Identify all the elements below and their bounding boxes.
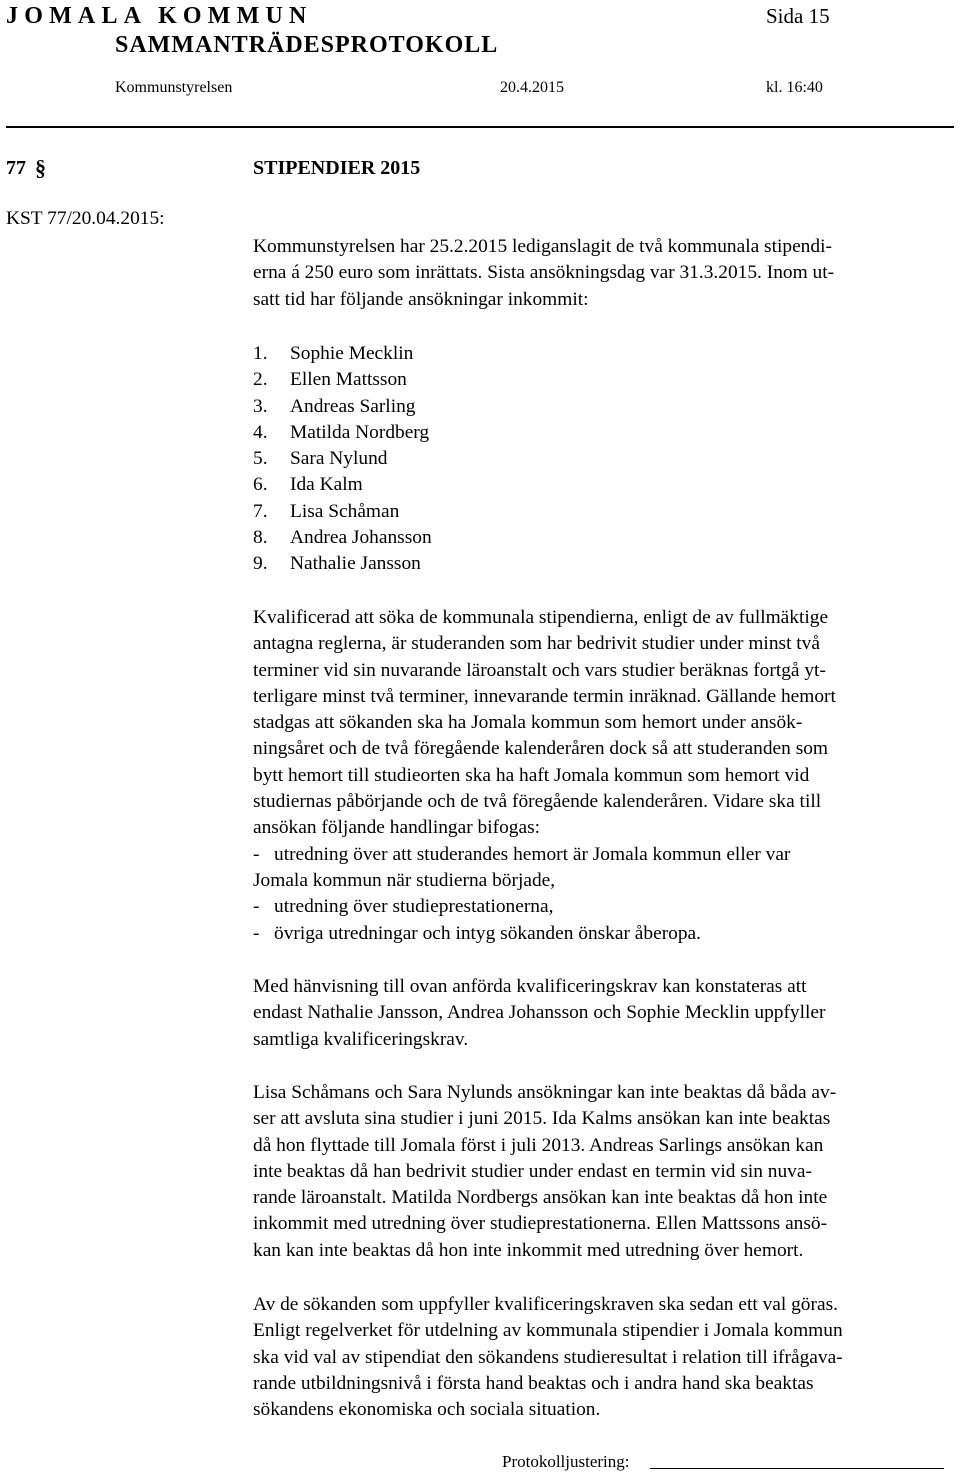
intro-paragraph xyxy=(253,234,958,313)
text-line: - utredning över att studerandes hemort är Jomala kommun eller var xyxy=(253,843,791,865)
text-line: terligare minst två terminer, innevarande termin inräknad. Gällande hemort xyxy=(253,685,836,707)
document-type-title: SAMMANTRÄDESPROTOKOLL xyxy=(115,32,499,58)
text-line: endast Nathalie Jansson, Andrea Johansson och Sophie Mecklin uppfyller xyxy=(253,1002,826,1024)
applicant-name: Sara Nylund xyxy=(290,448,388,470)
text-line: studiernas påbörjande och de två föregående kalenderåren. Vidare ska till xyxy=(253,791,822,813)
applicant-name: Andreas Sarling xyxy=(290,395,416,417)
list-number: 7. xyxy=(253,500,268,522)
list-item xyxy=(253,394,432,420)
text-line: då hon flyttade till Jomala först i juli 2013. Andreas Sarlings ansökan kan xyxy=(253,1134,824,1156)
section-number: 77 xyxy=(6,157,26,179)
organization-title: JOMALA KOMMUN xyxy=(6,3,313,29)
list-number: 1. xyxy=(253,343,268,364)
text-line: terminer vid sin nuvarande läroanstalt och vars studier beräknas fortgå yt- xyxy=(253,659,826,681)
meeting-body: Kommunstyrelsen xyxy=(115,79,233,96)
text-line: satt tid har följande ansökningar inkommit: xyxy=(253,288,589,310)
reference-label: KST 77/20.04.2015: xyxy=(6,208,165,229)
list-number: 4. xyxy=(253,421,268,443)
text-line: inkommit med utredning över studieprestationerna. Ellen Mattssons ansö- xyxy=(253,1213,828,1235)
text-line: antagna reglerna, är studeranden som har bedrivit studier under minst två xyxy=(253,633,820,655)
text-line: inte beaktas då han bedrivit studier under endast en termin vid sin nuva- xyxy=(253,1160,812,1182)
header-divider xyxy=(6,126,954,128)
text-line: samtliga kvalificeringskrav. xyxy=(253,1028,469,1050)
meeting-date: 20.4.2015 xyxy=(500,79,564,96)
applicant-name: Lisa Schåman xyxy=(290,500,400,522)
applicant-name: Matilda Nordberg xyxy=(290,421,430,443)
text-line: ska vid val av stipendiat den sökandens studieresultat i relation till ifrågava- xyxy=(253,1346,843,1368)
text-line: Av de sökanden som uppfyller kvalificeringskraven ska sedan ett val göras. xyxy=(253,1294,838,1315)
applicant-name: Nathalie Jansson xyxy=(290,553,421,575)
list-item xyxy=(253,525,432,551)
selection-paragraph xyxy=(253,1292,958,1423)
applicant-name: Ellen Mattsson xyxy=(290,369,407,391)
text-line: ser att avsluta sina studier i juni 2015. Ida Kalms ansökan kan inte beaktas xyxy=(253,1108,831,1130)
section-title: STIPENDIER 2015 xyxy=(253,157,421,179)
signature-line xyxy=(650,1468,944,1469)
text-line: - utredning över studieprestationerna, xyxy=(253,896,554,918)
list-item xyxy=(253,367,432,393)
text-line: ningsåret och de två föregående kalenderåren dock så att studeranden som xyxy=(253,738,829,760)
text-line: erna á 250 euro som inrättats. Sista ansökningsdag var 31.3.2015. Inom ut- xyxy=(253,262,835,284)
list-item xyxy=(253,499,432,525)
applicant-name: Ida Kalm xyxy=(290,474,363,496)
applicant-name: Andrea Johansson xyxy=(290,527,432,549)
list-item xyxy=(253,341,432,367)
protocol-check-label: Protokolljustering: xyxy=(502,1452,630,1471)
list-number: 9. xyxy=(253,553,268,575)
criteria-paragraph xyxy=(253,605,958,947)
list-number: 6. xyxy=(253,474,268,496)
text-line: bytt hemort till studieorten ska ha haft Jomala kommun som hemort vid xyxy=(253,764,810,786)
list-number: 2. xyxy=(253,369,268,391)
text-line: stadgas att sökanden ska ha Jomala kommun som hemort under ansök- xyxy=(253,712,803,734)
text-line: sökandens ekonomiska och sociala situation. xyxy=(253,1399,601,1421)
list-item xyxy=(253,420,432,446)
page-number: Sida 15 xyxy=(766,4,830,28)
section-sign: § xyxy=(35,155,46,180)
list-number: 8. xyxy=(253,527,268,549)
text-line: Med hänvisning till ovan anförda kvalificeringskrav kan konstateras att xyxy=(253,976,807,997)
rejections-paragraph xyxy=(253,1080,958,1264)
applicant-name: Sophie Mecklin xyxy=(290,343,414,364)
text-line: Lisa Schåmans och Sara Nylunds ansökningar kan inte beaktas då båda av- xyxy=(253,1082,837,1103)
text-line: rande utbildningsnivå i första hand beaktas och i andra hand ska beaktas xyxy=(253,1372,814,1394)
meeting-time: kl. 16:40 xyxy=(766,79,823,96)
text-line: - övriga utredningar och intyg sökanden önskar åberopa. xyxy=(253,922,702,944)
text-line: ansökan följande handlingar bifogas: xyxy=(253,817,541,839)
list-item xyxy=(253,551,432,577)
text-line: Jomala kommun när studierna började, xyxy=(253,869,556,891)
text-line: rande läroanstalt. Matilda Nordbergs ansökan kan inte beaktas då hon inte xyxy=(253,1187,828,1209)
text-line: kan kan inte beaktas då hon inte inkommit med utredning över hemort. xyxy=(253,1239,804,1261)
text-line: Kvalificerad att söka de kommunala stipendierna, enligt de av fullmäktige xyxy=(253,607,829,628)
text-line: Enligt regelverket för utdelning av kommunala stipendier i Jomala kommun xyxy=(253,1320,843,1342)
text-line: Kommunstyrelsen har 25.2.2015 lediganslagit de två kommunala stipendi- xyxy=(253,236,832,257)
list-number: 5. xyxy=(253,448,268,470)
list-item xyxy=(253,472,432,498)
applicant-list xyxy=(253,341,432,578)
list-item xyxy=(253,446,432,472)
list-number: 3. xyxy=(253,395,268,417)
conclusion-paragraph xyxy=(253,974,958,1053)
